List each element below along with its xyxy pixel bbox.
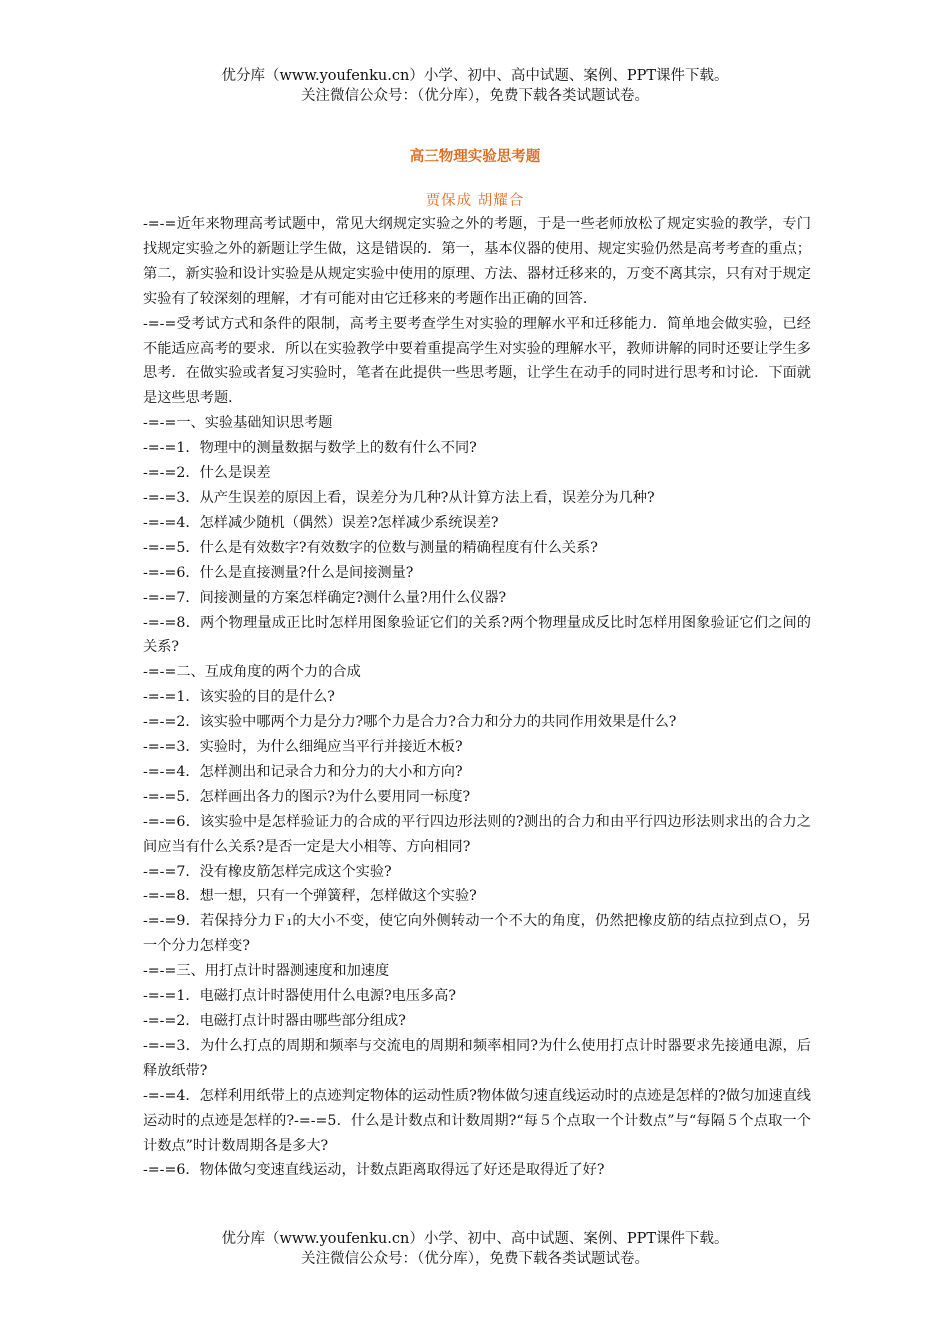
question-item: -=-=5．怎样画出各力的图示?为什么要用同一标度? bbox=[143, 788, 471, 805]
question-item: -=-=1．物理中的测量数据与数学上的数有什么不同? bbox=[143, 440, 477, 457]
document-body bbox=[143, 212, 811, 1183]
question-item: -=-=9．若保持分力Ｆ₁的大小不变，使它向外侧转动一个不大的角度，仍然把橡皮筋的结点拉到点Ｏ，另一个分力怎样变? bbox=[143, 913, 811, 955]
page-header bbox=[0, 66, 950, 106]
question-item: -=-=4．怎样利用纸带上的点迹判定物体的运动性质?物体做匀速直线运动时的点迹是怎样的?做匀加速直线运动时的点迹是怎样的?-=-=5．什么是计数点和计数周期?“每５个点取一个计数点”与“每隔５个点取一个计数点”时计数周期各是多大? bbox=[143, 1087, 811, 1154]
section-heading: -=-=二、互成角度的两个力的合成 bbox=[143, 664, 361, 681]
question-item: -=-=2．该实验中哪两个力是分力?哪个力是合力?合力和分力的共同作用效果是什么? bbox=[143, 714, 677, 731]
header-line-1: 优分库（www.youfenku.cn）小学、初中、高中试题、案例、PPT课件下载。 bbox=[221, 68, 729, 84]
question-item: -=-=8．想一想，只有一个弹簧秤，怎样做这个实验? bbox=[143, 888, 477, 905]
question-item: -=-=2．什么是误差 bbox=[143, 465, 271, 482]
section-heading: -=-=三、用打点计时器测速度和加速度 bbox=[143, 963, 390, 980]
question-item: -=-=6．什么是直接测量?什么是间接测量? bbox=[143, 564, 414, 581]
question-item: -=-=3．实验时，为什么细绳应当平行并接近木板? bbox=[143, 739, 463, 756]
page-footer bbox=[0, 1229, 950, 1269]
header-line-2: 关注微信公众号：（优分库），免费下载各类试题试卷。 bbox=[301, 88, 649, 104]
question-item: -=-=1．电磁打点计时器使用什么电源?电压多高? bbox=[143, 988, 456, 1005]
question-item: -=-=3．从产生误差的原因上看，误差分为几种?从计算方法上看，误差分为几种? bbox=[143, 489, 655, 506]
section-heading: -=-=一、实验基础知识思考题 bbox=[143, 415, 333, 432]
question-item: -=-=6．物体做匀变速直线运动，计数点距离取得远了好还是取得近了好? bbox=[143, 1162, 605, 1179]
document-authors: 贾保成 胡耀合 bbox=[425, 193, 525, 209]
paragraph: -=-=受考试方式和条件的限制，高考主要考查学生对实验的理解水平和迁移能力．简单地会做实验，已经不能适应高考的要求．所以在实验教学中要着重提高学生对实验的理解水平，教师讲解的同时还要让学生多思考．在做实验或者复习实验时，笔者在此提供一些思考题，让学生在动手的同时进行思考和讨论．下面就是这些思考题． bbox=[143, 315, 811, 407]
paragraph: -=-=近年来物理高考试题中，常见大纲规定实验之外的考题，于是一些老师放松了规定实验的教学，专门找规定实验之外的新题让学生做，这是错误的．第一，基本仪器的使用、规定实验仍然是高考考查的重点；第二，新实验和设计实验是从规定实验中使用的原理、方法、器材迁移来的，万变不离其宗，只有对于规定实验有了较深刻的理解，才有可能对由它迁移来的考题作出正确的回答． bbox=[143, 216, 811, 307]
question-item: -=-=6．该实验中是怎样验证力的合成的平行四边形法则的?测出的合力和由平行四边形法则求出的合力之间应当有什么关系?是否一定是大小相等、方向相同? bbox=[143, 813, 811, 855]
question-item: -=-=1．该实验的目的是什么? bbox=[143, 689, 335, 706]
question-item: -=-=4．怎样测出和记录合力和分力的大小和方向? bbox=[143, 763, 463, 780]
question-item: -=-=8．两个物理量成正比时怎样用图象验证它们的关系?两个物理量成反比时怎样用图象验证它们之间的关系? bbox=[143, 614, 811, 656]
document-title: 高三物理实验思考题 bbox=[409, 148, 541, 165]
question-item: -=-=7．没有橡皮筋怎样完成这个实验? bbox=[143, 863, 392, 880]
footer-line-2: 关注微信公众号：（优分库），免费下载各类试题试卷。 bbox=[301, 1251, 649, 1267]
question-item: -=-=7．间接测量的方案怎样确定?测什么量?用什么仪器? bbox=[143, 589, 507, 606]
question-item: -=-=3．为什么打点的周期和频率与交流电的周期和频率相同?为什么使用打点计时器要求先接通电源，后释放纸带? bbox=[143, 1037, 811, 1079]
question-item: -=-=5．什么是有效数字?有效数字的位数与测量的精确程度有什么关系? bbox=[143, 539, 598, 556]
question-item: -=-=4．怎样减少随机（偶然）误差?怎样减少系统误差? bbox=[143, 514, 499, 531]
footer-line-1: 优分库（www.youfenku.cn）小学、初中、高中试题、案例、PPT课件下载。 bbox=[221, 1231, 729, 1247]
question-item: -=-=2．电磁打点计时器由哪些部分组成? bbox=[143, 1013, 406, 1029]
